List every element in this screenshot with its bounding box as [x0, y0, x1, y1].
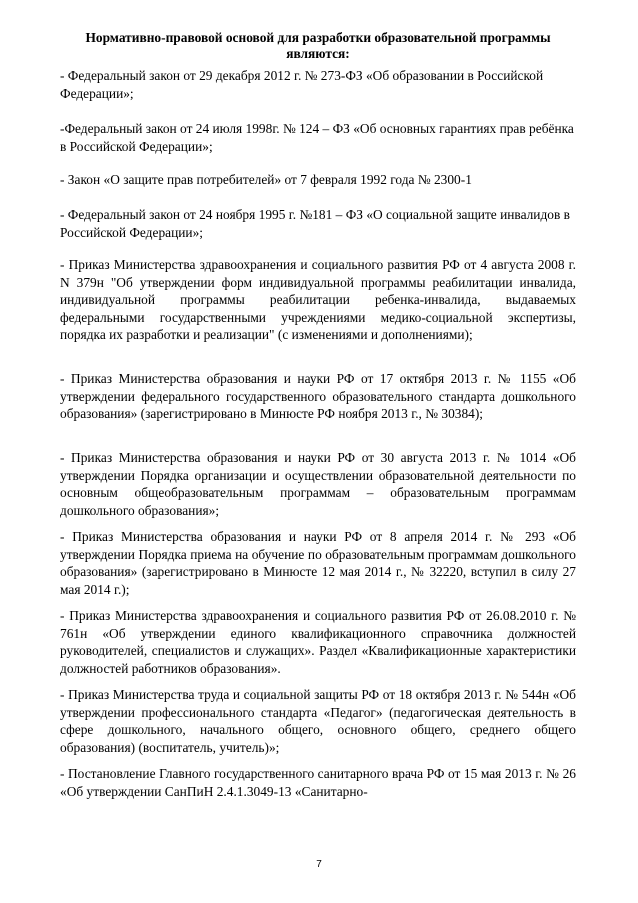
- list-item: - Приказ Министерства образования и науки РФ от 8 апреля 2014 г. № 293 «Об утверждении Порядка приема на обучение по образовательным программам дошкольного образования» (зарегистрировано в Минюсте 12 мая 2014 г., № 32220, вступил в силу 27 мая 2014 г.);: [60, 529, 576, 597]
- list-item: - Приказ Министерства образования и науки РФ от 17 октября 2013 г. № 1155 «Об утверждении федерального государственного образовательного стандарта дошкольного образования» (зарегистрировано в Минюсте РФ ноября 2013 г., № 30384);: [60, 371, 576, 421]
- page-number: 7: [316, 859, 322, 870]
- list-item: - Постановление Главного государственного санитарного врача РФ от 15 мая 2013 г. № 26 «Об утверждении СанПиН 2.4.1.3049-13 «Санитарно-: [60, 766, 576, 799]
- list-item: - Приказ Министерства труда и социальной защиты РФ от 18 октября 2013 г. № 544н «Об утверждении профессионального стандарта «Педагог» (педагогическая деятельность в сфере дошкольного, начального общего, основного общего, среднего общего образования) (воспитатель, учитель)»;: [60, 687, 576, 755]
- list-item: - Приказ Министерства образования и науки РФ от 30 августа 2013 г. № 1014 «Об утверждении Порядка организации и осуществлении образовательной деятельности по основным общеобразовательным программам – образовательным программам дошкольного образования»;: [60, 450, 576, 518]
- list-item: - Закон «О защите прав потребителей» от 7 февраля 1992 года № 2300-1: [60, 172, 472, 187]
- list-item: - Федеральный закон от 29 декабря 2012 г. № 273-ФЗ «Об образовании в Российской Федерации»;: [60, 68, 544, 101]
- list-item: - Приказ Министерства здравоохранения и социального развития РФ от 4 августа 2008 г. N 379н "Об утверждении форм индивидуальной программы реабилитации инвалида, индивидуальной программы реабилитации ребенка-инвалида, выдаваемых федеральными государственными учреждениями медико-социальной экспертизы, порядка их разработки и реализации" (с изменениями и дополнениями);: [60, 257, 576, 342]
- page-heading: Нормативно-правовой основой для разработки образовательной программы являются:: [85, 30, 551, 61]
- list-item: - Приказ Министерства здравоохранения и социального развития РФ от 26.08.2010 г. № 761н «Об утверждении единого квалификационного справочника должностей руководителей, специалистов и служащих». Раздел «Квалификационные характеристики должностей работников образования».: [60, 608, 576, 676]
- list-item: - Федеральный закон от 24 ноября 1995 г. №181 – ФЗ «О социальной защите инвалидов в Российской Федерации»;: [60, 207, 570, 240]
- list-item: -Федеральный закон от 24 июля 1998г. № 124 – ФЗ «Об основных гарантиях прав ребёнка в Российской Федерации»;: [60, 121, 574, 154]
